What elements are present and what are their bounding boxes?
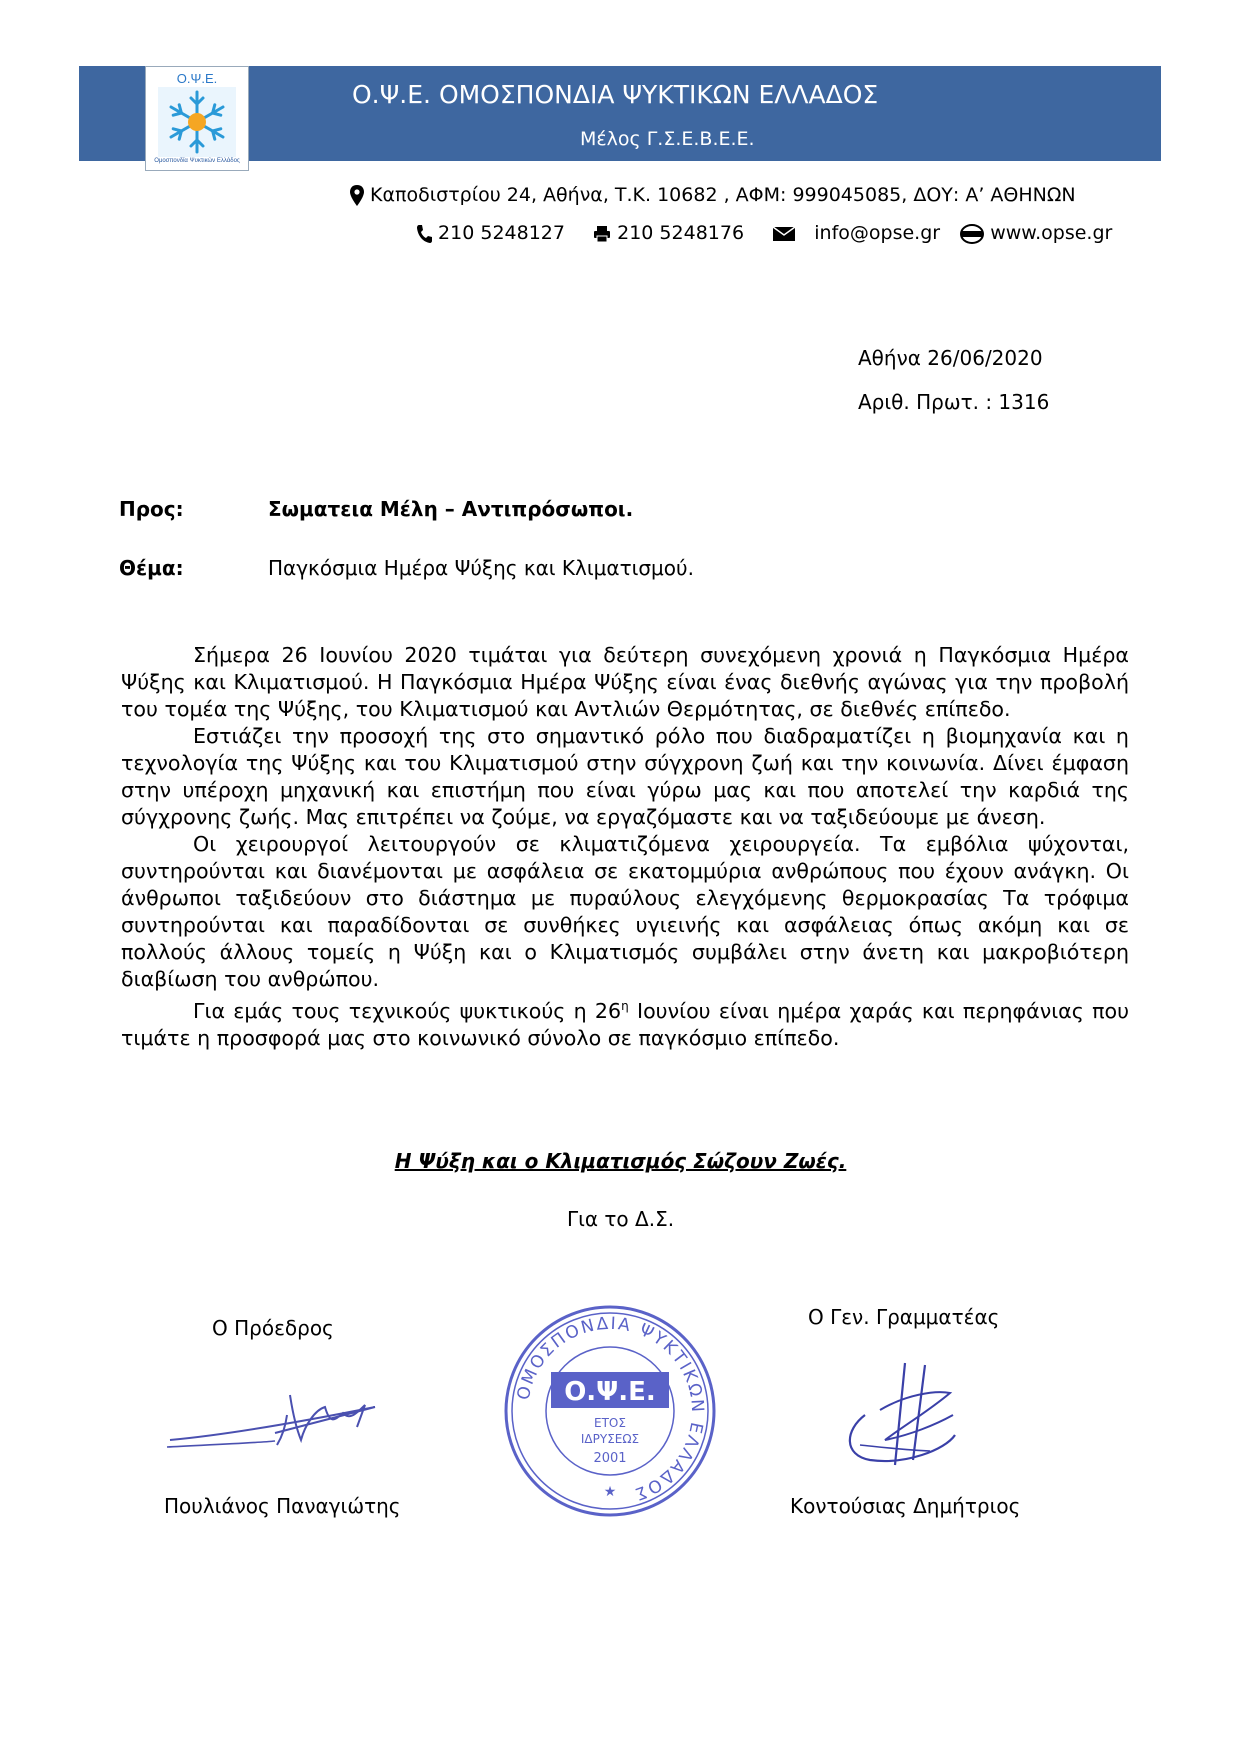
body-text-span: Για εμάς τους τεχνικούς ψυκτικούς η 26 [193, 998, 622, 1023]
president-name: Πουλιάνος Παναγιώτης [164, 1494, 401, 1518]
web-icon [960, 224, 984, 244]
body-paragraph: Οι χειρουργοί λειτουργούν σε κλιματιζόμενα χειρουργεία. Τα εμβόλια ψύχονται, συντηρούνται και διανέμονται με ασφάλεια σε εκατομμύρια ανθρώπους που έχουν ανάγκη. Οι άνθρωποι ταξιδεύουν στο διάστημα με πυραύλους ελεγχόμενης θερμοκρασίας Τα τρόφιμα συντηρούνται και παραδίδονται σε συνθήκες υγιεινής και ασφάλειας όπως ακόμη και σε πολλούς άλλους τομείς η Ψύξη και ο Κλιματισμός συμβάλει στην άνετη και μακροβιότερη διαβίωση του ανθρώπου. [121, 832, 1129, 991]
web-text[interactable]: www.opse.gr [990, 222, 1113, 244]
recipient-value: Σωματεια Μέλη – Αντιπρόσωποι. [268, 497, 634, 521]
stamp-line-1: ΕΤΟΣ [594, 1416, 626, 1430]
location-pin-icon [350, 185, 364, 207]
fax-text: 210 5248176 [617, 222, 745, 244]
body-text-span: Ιουνίου είναι ημέρα χαράς και περηφάνιας που τιμάτε η προσφορά μας στο κοινωνικό σύνολο σε παγκόσμιο επίπεδο. [121, 998, 1129, 1050]
email-text[interactable]: info@opse.gr [814, 222, 941, 244]
body-paragraph: Σήμερα 26 Ιουνίου 2020 τιμάται για δεύτερη συνεχόμενη χρονιά η Παγκόσμια Ημέρα Ψύξης και Κλιματισμού. Η Παγκόσμια Ημέρα Ψύξης είναι ένας διεθνής αγώνας για την προβολή του τομέα της Ψύξης, του Κλιματισμού και Αντλιών Θερμότητας, σε διεθνές επίπεδο. [121, 643, 1129, 721]
body-paragraph: Εστιάζει την προσοχή της στο σημαντικό ρόλο που διαδραματίζει η βιομηχανία και η τεχνολογία της Ψύξης και του Κλιματισμού στην σύγχρονη ζωή και την κοινωνία. Δίνει έμφαση στην υπέροχη μηχανική και επιστήμη που είναι γύρω μας και που αποτελεί την καρδιά της σύγχρονης ζωής. Μας επιτρέπει να ζούμε, να εργαζόμαστε και να ταξιδεύουμε με άνεση. [121, 724, 1129, 829]
phone-text: 210 5248127 [438, 222, 565, 244]
president-title: Ο Πρόεδρος [212, 1316, 334, 1340]
letter-body [121, 642, 1129, 1052]
secretary-name: Κοντούσιας Δημήτριος [790, 1494, 1021, 1518]
email-icon [772, 226, 796, 242]
secretary-signature [835, 1355, 975, 1485]
closing-motto: Η Ψύξη και ο Κλιματισμός Σώζουν Ζωές. [394, 1149, 847, 1173]
president-signature [165, 1385, 405, 1455]
secretary-title: Ο Γεν. Γραμματέας [808, 1305, 1000, 1329]
organization-stamp [501, 1302, 719, 1520]
subject-value: Παγκόσμια Ημέρα Ψύξης και Κλιματισμού. [268, 556, 694, 580]
stamp-center-text: Ο.Ψ.Ε. [564, 1377, 656, 1407]
subject-label: Θέμα: [119, 556, 184, 580]
fax-icon [593, 225, 611, 243]
contact-line [416, 222, 1112, 244]
phone-icon [416, 224, 432, 244]
stamp-ring-text: ΟΜΟΣΠΟΝΔΙΑ ΨΥΚΤΙΚΩΝ ΕΛΛΑΔΟΣ [513, 1313, 708, 1505]
org-title: Ο.Ψ.Ε. ΟΜΟΣΠΟΝΔΙΑ ΨΥΚΤΙΚΩΝ ΕΛΛΑΔΟΣ [352, 80, 879, 109]
stamp-star: ★ [603, 1484, 617, 1500]
address-text: Καποδιστρίου 24, Αθήνα, Τ.Κ. 10682 , ΑΦΜ: 999045085, ΔΟΥ: Α’ ΑΘΗΝΩΝ [370, 184, 1076, 206]
for-board-text: Για το Δ.Σ. [566, 1207, 675, 1231]
recipient-label: Προς: [119, 497, 184, 521]
ordinal-superscript: η [621, 999, 629, 1013]
snowflake-icon [158, 87, 236, 157]
stamp-year: 2001 [593, 1451, 627, 1466]
stamp-line-2: ΙΔΡΥΣΕΩΣ [580, 1432, 640, 1446]
body-paragraph [121, 993, 1129, 1052]
logo-caption: Ομοσπονδία Ψυκτικών Ελλάδος [154, 158, 240, 164]
org-logo [145, 66, 249, 171]
org-subtitle: Μέλος Γ.Σ.Ε.Β.Ε.Ε. [580, 128, 755, 150]
logo-top-text: Ο.Ψ.Ε. [176, 71, 218, 86]
address-line [350, 184, 1076, 207]
protocol-number: Αριθ. Πρωτ. : 1316 [858, 390, 1050, 414]
letter-date: Αθήνα 26/06/2020 [858, 346, 1043, 370]
